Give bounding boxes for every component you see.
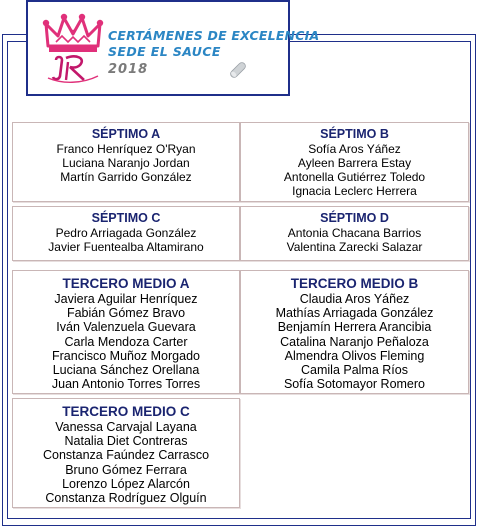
student-name: Constanza Rodríguez Olguín <box>45 491 207 506</box>
student-name: Sofía Sotomayor Romero <box>283 377 426 392</box>
student-list <box>13 142 239 184</box>
class-card-septimo-a <box>12 122 240 202</box>
student-name: Camila Palma Ríos <box>301 363 408 378</box>
class-heading: TERCERO MEDIO A <box>62 276 190 291</box>
class-heading: SÉPTIMO C <box>91 211 161 225</box>
header-banner <box>26 0 320 96</box>
student-name: Sofía Aros Yáñez <box>308 142 401 156</box>
student-name: Catalina Naranjo Peñaloza <box>280 334 429 349</box>
student-name: Claudia Aros Yáñez <box>299 292 410 306</box>
student-name: Antonella Gutiérrez Toledo <box>283 170 426 184</box>
student-name: Pedro Arriagada González <box>55 226 197 240</box>
chalk-icon <box>228 60 248 80</box>
student-name: Constanza Faúndez Carrasco <box>42 448 210 463</box>
banner-year: 2018 <box>108 62 149 77</box>
student-list <box>241 226 468 254</box>
student-name: Luciana Naranjo Jordan <box>62 156 190 170</box>
student-list <box>13 420 239 505</box>
student-list <box>241 292 468 391</box>
student-name: Lorenzo López Alarcón <box>62 476 190 491</box>
student-list <box>241 142 468 198</box>
student-name: Javier Fuentealba Altamirano <box>48 240 204 254</box>
student-name: Ignacia Leclerc Herrera <box>292 184 417 198</box>
class-heading: TERCERO MEDIO B <box>290 276 419 291</box>
student-name: Martín Garrido González <box>60 170 192 184</box>
student-name: Ayleen Barrera Estay <box>297 156 412 170</box>
student-name: Juan Antonio Torres Torres <box>51 377 201 392</box>
student-name: Benjamín Herrera Arancibia <box>277 320 432 335</box>
class-heading: TERCERO MEDIO C <box>62 404 190 419</box>
student-name: Javiera Aguilar Henríquez <box>54 292 198 306</box>
student-name: Francisco Muñoz Morgado <box>52 348 200 363</box>
student-name: Natalia Diet Contreras <box>64 434 188 449</box>
student-name: Almendra Olivos Fleming <box>284 348 425 363</box>
class-card-septimo-c <box>12 206 240 261</box>
student-name: Iván Valenzuela Guevara <box>56 320 196 335</box>
student-name: Carla Mendoza Carter <box>64 334 188 349</box>
student-name: Bruno Gómez Ferrara <box>65 462 187 477</box>
banner-title: CERTÁMENES DE EXCELENCIA <box>108 28 320 43</box>
crown-logo-icon <box>42 12 104 86</box>
class-card-tercero-medio-b <box>240 270 469 394</box>
student-name: Vanessa Carvajal Layana <box>55 420 197 434</box>
student-list <box>13 226 239 254</box>
class-heading: SÉPTIMO A <box>91 127 161 141</box>
class-card-septimo-b <box>240 122 469 202</box>
banner-subtitle: SEDE EL SAUCE <box>108 44 221 59</box>
class-card-septimo-d <box>240 206 469 261</box>
student-name: Valentina Zarecki Salazar <box>286 240 423 254</box>
student-list <box>13 292 239 391</box>
class-card-tercero-medio-c <box>12 398 240 508</box>
class-card-tercero-medio-a <box>12 270 240 394</box>
student-name: Antonia Chacana Barrios <box>287 226 422 240</box>
student-name: Luciana Sánchez Orellana <box>52 363 200 378</box>
student-name: Franco Henríquez O'Ryan <box>56 142 196 156</box>
student-name: Mathías Arriagada González <box>275 306 434 321</box>
student-name: Fabián Gómez Bravo <box>66 306 186 321</box>
class-heading: SÉPTIMO B <box>320 127 389 141</box>
class-heading: SÉPTIMO D <box>320 211 389 225</box>
